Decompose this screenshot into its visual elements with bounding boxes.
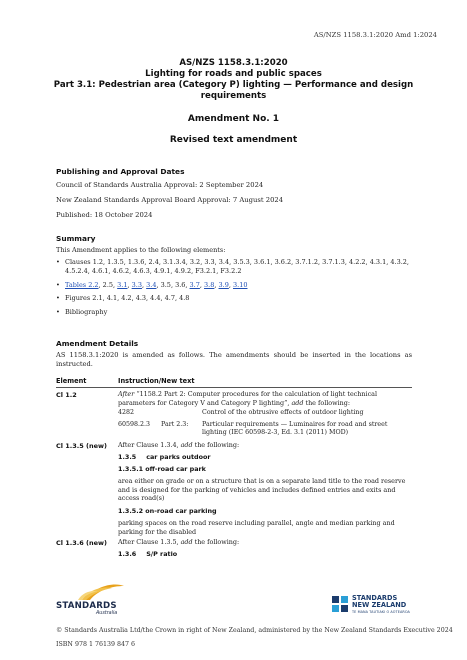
list-item [56, 281, 426, 290]
link-3-4[interactable]: 3.4 [146, 280, 157, 289]
clause-1-3-6-heading [118, 550, 414, 559]
nz-wordmark-line2: NEW ZEALAND [352, 601, 407, 610]
instruction-text: the following: [192, 441, 240, 449]
list-item [56, 258, 426, 276]
title-block [40, 58, 427, 146]
separator: , [127, 280, 132, 289]
summary-intro: This Amendment applies to the following elements: [56, 246, 226, 254]
separator: , 2.5, [98, 280, 118, 289]
clauses-line2: 4.5.2.4, 4.6.1, 4.6.2, 4.6.3, 4.9.1, 4.9.2, F3.2.1, F3.2.2 [65, 266, 242, 275]
separator: , 3.5, 3.6, [156, 280, 190, 289]
ref-desc-4282: Control of the obtrusive effects of outdoor lighting [202, 409, 364, 416]
link-tables-2-2[interactable]: Tables 2.2 [65, 280, 99, 289]
standards-australia-sub: Australia [96, 611, 118, 616]
instruction-text: After Clause 1.3.4, [118, 441, 181, 449]
council-approval: Council of Standards Australia Approval: 2 September 2024 [56, 181, 264, 189]
column-header-instruction: Instruction/New text [118, 377, 195, 385]
clause-1-3-5-1-text: area either on grade or on a structure that is on a separate land title to the road reserve and is designed for the parking of vehicles and includes defined entries and exits and access road(s) [118, 477, 406, 502]
element-cl-1-3-6: Cl 1.3.6 (new) [56, 539, 108, 547]
details-paragraph: AS 1158.3.1:2020 is amended as follows. The amendments should be inserted in the locations as instructed. [56, 351, 412, 368]
add-word: add [180, 538, 193, 546]
ref-code-4282: 4282 [118, 409, 135, 416]
copyright-notice: © Standards Australia Ltd/the Crown in right of New Zealand, administered by the New Zealand Standards Executive 2024 [56, 627, 453, 634]
link-3-7[interactable]: 3.7 [189, 280, 200, 289]
nz-wordmark-line1: STANDARDS [352, 594, 398, 602]
link-3-3[interactable]: 3.3 [131, 280, 142, 289]
link-3-9[interactable]: 3.9 [218, 280, 229, 289]
running-header: AS/NZS 1158.3.1:2020 Amd 1:2024 [313, 31, 437, 39]
summary-heading: Summary [56, 234, 96, 243]
clause-1-3-5-2-text: parking spaces on the road reserve including parallel, angle and median parking and parking for the disabled [118, 519, 395, 536]
clause-number: 1.3.5 [118, 453, 137, 461]
instruction-text: the following: [303, 398, 351, 407]
separator: , [228, 280, 233, 289]
ref-code-60598: 60598.2.3 [118, 421, 151, 428]
bibliography-line: Bibliography [65, 308, 108, 317]
figures-line: Figures 2.1, 4.1, 4.2, 4.3, 4.4, 4.7, 4.8 [65, 294, 190, 303]
ref-desc-60598: Particular requirements — Luminaires for road and street lighting (IEC 60598-2-3, Ed. 3.1 (2011) MOD) [202, 421, 388, 437]
table-rule [56, 387, 412, 388]
published-date: Published: 18 October 2024 [56, 211, 153, 219]
separator: , [214, 280, 219, 289]
details-heading: Amendment Details [56, 339, 139, 348]
clauses-line1: Clauses 1.2, 1.3.5, 1.3.6, 2.4, 3.1.3.4, 3.2, 3.3, 3.4, 3.5.3, 3.6.1, 3.6.2, 3.7.1.2, 3.7.1.3, 4.2.2, 4.3.1, 4.3.2, [65, 258, 409, 266]
list-item [56, 308, 426, 317]
publishing-heading: Publishing and Approval Dates [56, 167, 185, 176]
add-word: add [291, 398, 304, 407]
standards-australia-wordmark: STANDARDS [56, 601, 117, 611]
isbn: ISBN 978 1 76139 847 6 [56, 641, 136, 648]
summary-list [56, 258, 426, 322]
clause-title: S/P ratio [146, 550, 178, 558]
link-3-10[interactable]: 3.10 [233, 280, 248, 289]
column-header-element: Element [56, 377, 87, 385]
instruction-cl-1-3-5 [118, 441, 414, 450]
clause-1-3-5-2-heading: 1.3.5.2 on-road car parking [118, 507, 217, 515]
standard-title: Lighting for roads and public spaces [145, 69, 322, 79]
after-word: After [118, 390, 135, 398]
part-title-line1: Part 3.1: Pedestrian area (Category P) lighting — Performance and design [53, 80, 414, 90]
separator: , [199, 280, 205, 289]
amendment-number: Amendment No. 1 [187, 114, 280, 124]
nz-approval: New Zealand Standards Approval Board Approval: 7 August 2024 [56, 196, 284, 204]
add-word: add [180, 441, 193, 449]
link-3-8[interactable]: 3.8 [204, 280, 215, 289]
amendment-type: Revised text amendment [169, 135, 298, 145]
separator: , [141, 280, 147, 289]
standards-nz-wordmark [352, 595, 406, 610]
instruction-text: After Clause 1.3.5, [118, 538, 181, 546]
standards-nz-mark-icon [331, 595, 349, 613]
part-title-line2: requirements [200, 91, 267, 101]
list-item [56, 294, 426, 303]
clause-number: 1.3.6 [118, 550, 137, 558]
element-cl-1-3-5: Cl 1.3.5 (new) [56, 442, 108, 450]
clause-title: car parks outdoor [146, 453, 211, 461]
clause-1-3-5-heading [118, 453, 414, 462]
instruction-text: “1158.2 Part 2: Computer procedures for the calculation of light technical parameters for Category V and Category P lighting”, [118, 390, 378, 407]
ref-part-60598: Part 2.3: [161, 421, 189, 428]
instruction-cl-1-2 [118, 390, 414, 407]
instruction-text: the following: [192, 538, 240, 546]
element-cl-1-2: Cl 1.2 [56, 391, 77, 399]
standards-nz-maori: TE MANA TAUTIAKI O AOTEAROA [352, 610, 410, 614]
standard-number: AS/NZS 1158.3.1:2020 [179, 58, 288, 68]
clause-1-3-5-1-heading: 1.3.5.1 off-road car park [118, 465, 206, 473]
instruction-cl-1-3-6 [118, 538, 414, 547]
link-3-1[interactable]: 3.1 [117, 280, 128, 289]
